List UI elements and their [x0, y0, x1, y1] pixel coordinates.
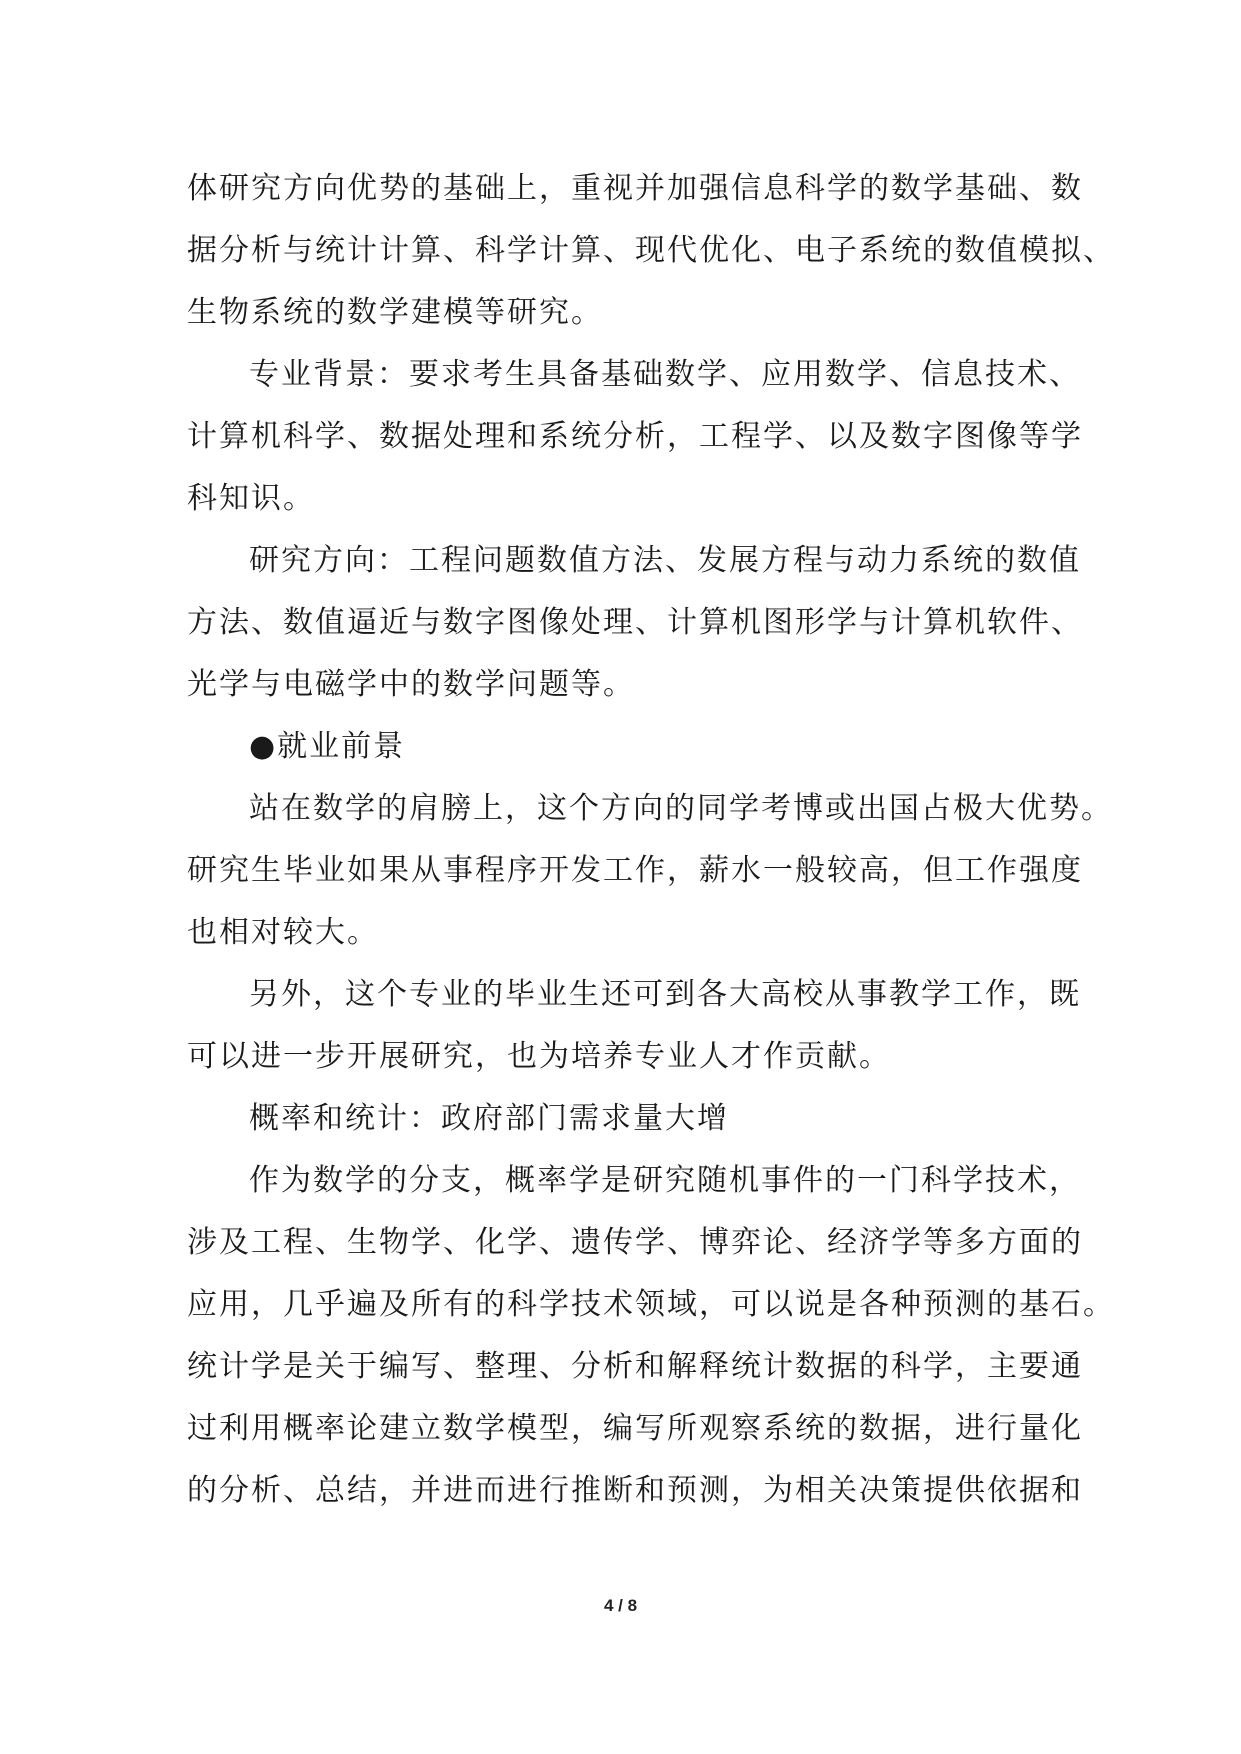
text-line: 统计学是关于编写、整理、分析和解释统计数据的科学，主要通 — [187, 1349, 1083, 1384]
text-line: 也相对较大。 — [187, 915, 379, 950]
text-line: 方法、数值逼近与数字图像处理、计算机图形学与计算机软件、 — [187, 605, 1083, 640]
paragraph-start-line: 另外，这个专业的毕业生还可到各大高校从事教学工作，既 — [249, 977, 1081, 1012]
section-heading: ●就业前景 — [249, 729, 406, 764]
paragraph-start-line: 专业背景：要求考生具备基础数学、应用数学、信息技术、 — [249, 357, 1081, 392]
paragraph-start-line: 研究方向：工程问题数值方法、发展方程与动力系统的数值 — [249, 543, 1081, 578]
text-line: 研究生毕业如果从事程序开发工作，薪水一般较高，但工作强度 — [187, 853, 1083, 888]
text-line: 可以进一步开展研究，也为培养专业人才作贡献。 — [187, 1039, 891, 1074]
text-line: 生物系统的数学建模等研究。 — [187, 295, 603, 330]
section-heading: 概率和统计：政府部门需求量大增 — [249, 1101, 729, 1136]
page-number: 4 / 8 — [603, 1596, 638, 1615]
text-line: 据分析与统计计算、科学计算、现代优化、电子系统的数值模拟、 — [187, 233, 1115, 268]
text-line: 的分析、总结，并进而进行推断和预测，为相关决策提供依据和 — [187, 1473, 1083, 1508]
text-line: 光学与电磁学中的数学问题等。 — [187, 667, 635, 702]
paragraph-start-line: 作为数学的分支，概率学是研究随机事件的一门科学技术， — [249, 1163, 1081, 1198]
paragraph-start-line: 站在数学的肩膀上，这个方向的同学考博或出国占极大优势。 — [249, 791, 1113, 826]
text-line: 涉及工程、生物学、化学、遗传学、博弈论、经济学等多方面的 — [187, 1225, 1083, 1260]
text-line: 过利用概率论建立数学模型，编写所观察系统的数据，进行量化 — [187, 1411, 1083, 1446]
document-body — [187, 158, 1115, 1522]
text-line: 计算机科学、数据处理和系统分析，工程学、以及数字图像等学 — [187, 419, 1083, 454]
text-line: 体研究方向优势的基础上，重视并加强信息科学的数学基础、数 — [187, 171, 1083, 206]
text-line: 应用，几乎遍及所有的科学技术领域，可以说是各种预测的基石。 — [187, 1287, 1115, 1322]
text-line: 科知识。 — [187, 481, 315, 516]
